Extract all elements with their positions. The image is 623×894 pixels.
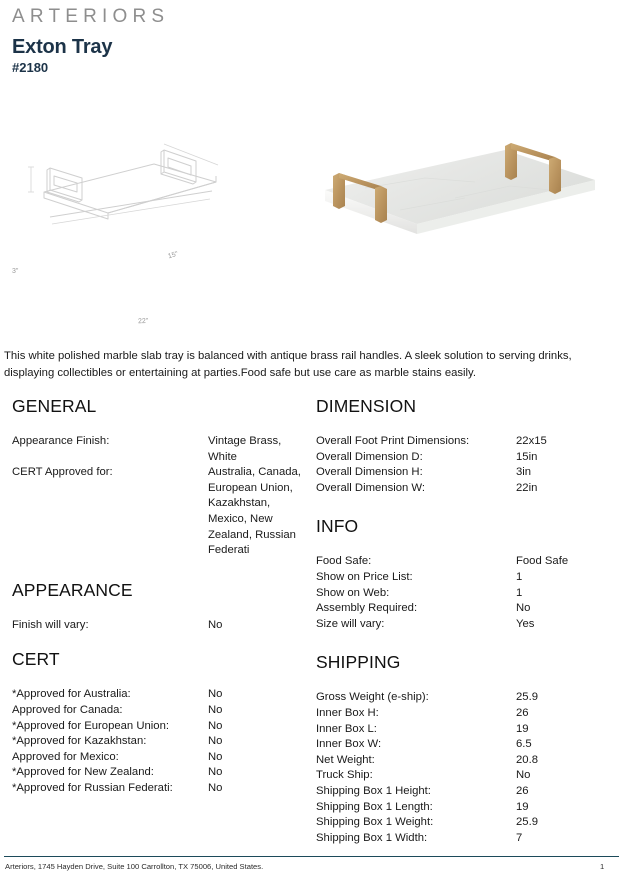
spec-value: 22in bbox=[516, 481, 538, 494]
brand-wordmark: ARTERIORS bbox=[12, 6, 170, 27]
table-row bbox=[316, 586, 616, 602]
spec-key: Appearance Finish: bbox=[12, 435, 110, 447]
section-heading-shipping: SHIPPING bbox=[316, 652, 401, 673]
spec-key: Food Safe: bbox=[316, 555, 372, 568]
spec-value: 6.5 bbox=[516, 738, 532, 751]
spec-value: No bbox=[516, 769, 531, 782]
spec-value: 22x15 bbox=[516, 435, 547, 447]
table-row bbox=[12, 687, 308, 703]
spec-key: Inner Box L: bbox=[316, 722, 377, 735]
spec-key: Inner Box H: bbox=[316, 706, 379, 719]
table-row bbox=[316, 784, 616, 800]
spec-key: Net Weight: bbox=[316, 753, 375, 766]
table-row bbox=[316, 831, 616, 847]
section-heading-info: INFO bbox=[316, 516, 359, 537]
table-row bbox=[316, 737, 616, 753]
spec-key: Shipping Box 1 Height: bbox=[316, 784, 431, 797]
dimension-label-width: 22" bbox=[137, 317, 149, 326]
spec-key: Assembly Required: bbox=[316, 602, 418, 615]
table-row bbox=[316, 434, 616, 450]
spec-value: Vintage Brass, White bbox=[208, 435, 282, 463]
table-row bbox=[12, 734, 308, 750]
table-row bbox=[316, 601, 616, 617]
spec-key: *Approved for European Union: bbox=[12, 719, 170, 732]
spec-key: Shipping Box 1 Width: bbox=[316, 831, 428, 844]
footer-divider bbox=[4, 856, 619, 857]
spec-value: 26 bbox=[516, 784, 529, 797]
table-row bbox=[316, 554, 616, 570]
spec-value: No bbox=[208, 750, 223, 763]
product-photo bbox=[305, 128, 605, 243]
table-row bbox=[12, 750, 308, 766]
spec-key: Overall Dimension D: bbox=[316, 450, 423, 463]
spec-value: No bbox=[208, 688, 223, 701]
spec-value: No bbox=[208, 735, 223, 748]
table-row bbox=[12, 781, 308, 797]
product-description: This white polished marble slab tray is balanced with antique brass rail handles. A sleek solution to serving drinks, displaying collectibles or entertaining at parties.Food safe but use care as marble stains easily. bbox=[4, 350, 572, 379]
spec-key: Truck Ship: bbox=[316, 769, 373, 782]
dimension-label-depth: 15" bbox=[167, 250, 180, 261]
spec-value: No bbox=[516, 602, 531, 615]
product-sku: #2180 bbox=[12, 60, 49, 75]
spec-key: *Approved for Australia: bbox=[12, 688, 131, 701]
spec-value: 19 bbox=[516, 800, 529, 813]
spec-column-left bbox=[12, 396, 308, 797]
table-row bbox=[316, 800, 616, 816]
table-row bbox=[12, 618, 308, 634]
table-row bbox=[316, 465, 616, 481]
spec-value: 1 bbox=[516, 586, 523, 599]
section-heading-appearance: APPEARANCE bbox=[12, 579, 133, 600]
product-image-band bbox=[0, 110, 623, 335]
spec-key: Show on Price List: bbox=[316, 570, 413, 583]
spec-table-cert bbox=[12, 687, 308, 796]
table-row bbox=[316, 481, 616, 497]
spec-key: Approved for Canada: bbox=[12, 703, 123, 716]
spec-value: 3in bbox=[516, 466, 532, 479]
spec-key: Show on Web: bbox=[316, 586, 390, 599]
spec-table-appearance bbox=[12, 618, 308, 634]
spec-value: No bbox=[208, 766, 223, 779]
table-row bbox=[316, 617, 616, 633]
spec-key: Overall Foot Print Dimensions: bbox=[316, 435, 470, 447]
spec-value: Food Safe bbox=[516, 555, 569, 568]
spec-value: 20.8 bbox=[516, 753, 538, 766]
table-row bbox=[12, 719, 308, 735]
spec-value: Yes bbox=[516, 617, 535, 630]
dimension-label-height: 3" bbox=[12, 268, 19, 275]
spec-value: 19 bbox=[516, 722, 529, 735]
spec-value: 15in bbox=[516, 450, 538, 463]
section-heading-cert: CERT bbox=[12, 649, 60, 670]
table-row bbox=[12, 765, 308, 781]
spec-value: No bbox=[208, 703, 223, 716]
table-row bbox=[12, 465, 308, 559]
spec-key: *Approved for Kazakhstan: bbox=[12, 735, 147, 748]
spec-key: Finish will vary: bbox=[12, 618, 89, 631]
table-row bbox=[316, 450, 616, 466]
table-row bbox=[12, 434, 308, 465]
spec-table-general bbox=[12, 434, 308, 559]
spec-value: 26 bbox=[516, 706, 529, 719]
spec-key: *Approved for Russian Federati: bbox=[12, 781, 173, 794]
section-heading-dimension: DIMENSION bbox=[316, 396, 417, 416]
table-row bbox=[316, 706, 616, 722]
spec-value: No bbox=[208, 618, 223, 631]
table-row bbox=[316, 722, 616, 738]
spec-value: 1 bbox=[516, 570, 523, 583]
spec-value: 25.9 bbox=[516, 816, 538, 829]
footer-page-number: 1 bbox=[600, 862, 605, 871]
spec-column-right bbox=[316, 396, 616, 846]
spec-table-info bbox=[316, 554, 616, 632]
table-row bbox=[316, 815, 616, 831]
spec-key: Gross Weight (e-ship): bbox=[316, 691, 429, 704]
spec-key: Approved for Mexico: bbox=[12, 750, 119, 763]
spec-value: No bbox=[208, 781, 223, 794]
spec-key: Shipping Box 1 Weight: bbox=[316, 816, 434, 829]
table-row bbox=[12, 703, 308, 719]
footer-address: Arteriors, 1745 Hayden Drive, Suite 100 Carrollton, TX 75006, United States. bbox=[5, 862, 264, 871]
spec-value: 7 bbox=[516, 831, 523, 844]
spec-key: Inner Box W: bbox=[316, 738, 382, 751]
spec-key: CERT Approved for: bbox=[12, 466, 113, 479]
page-title: Exton Tray bbox=[12, 36, 113, 58]
table-row bbox=[316, 753, 616, 769]
spec-key: Overall Dimension H: bbox=[316, 466, 423, 479]
spec-value: Australia, Canada, European Union, Kazakhstan, Mexico, New Zealand, Russian Federati bbox=[208, 466, 301, 557]
table-row bbox=[316, 768, 616, 784]
spec-table-shipping bbox=[316, 690, 616, 846]
spec-key: Overall Dimension W: bbox=[316, 481, 426, 494]
table-row bbox=[316, 690, 616, 706]
spec-value: 25.9 bbox=[516, 691, 538, 704]
spec-table-dimension bbox=[316, 434, 616, 496]
spec-value: No bbox=[208, 719, 223, 732]
spec-key: *Approved for New Zealand: bbox=[12, 766, 154, 779]
product-line-drawing bbox=[4, 120, 234, 240]
spec-key: Shipping Box 1 Length: bbox=[316, 800, 433, 813]
table-row bbox=[316, 570, 616, 586]
spec-key: Size will vary: bbox=[316, 617, 385, 630]
section-heading-general: GENERAL bbox=[12, 396, 97, 416]
